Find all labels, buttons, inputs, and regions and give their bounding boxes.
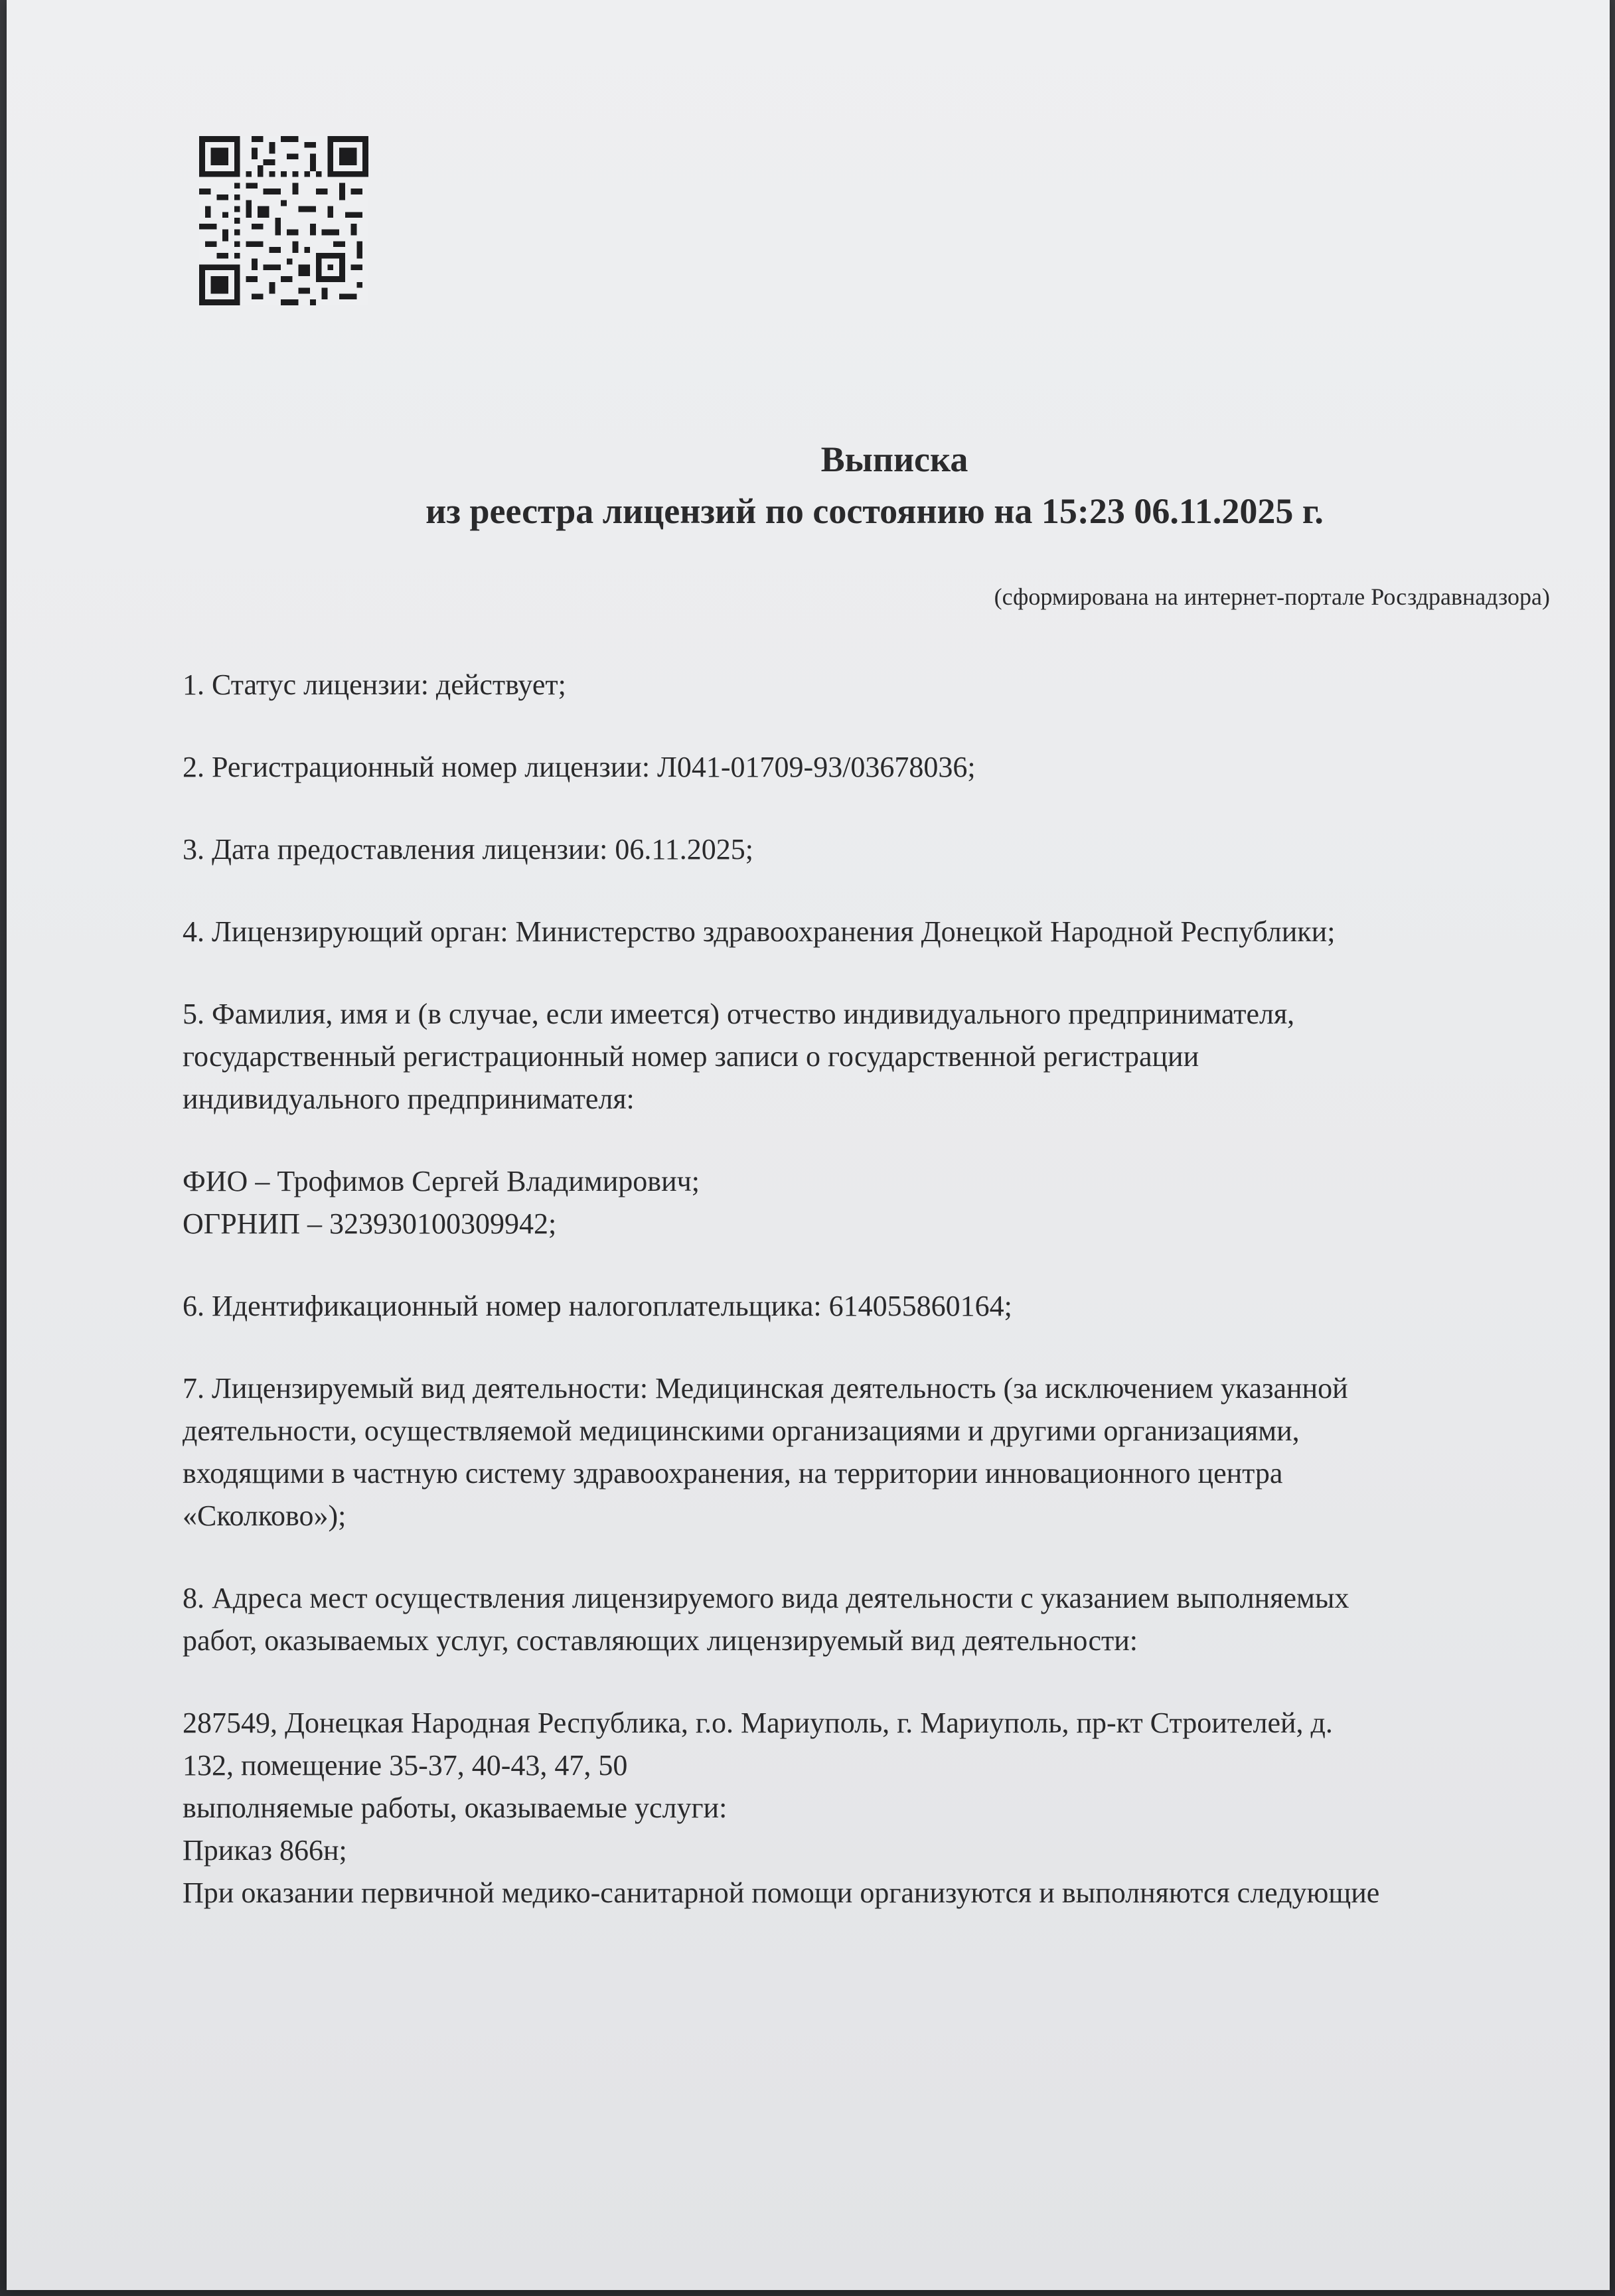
addresses-heading-line-2: работ, оказываемых услуг, составляющих лицензируемый вид деятельности: [183, 1624, 1138, 1657]
document-title: Выписка [820, 439, 968, 479]
works-label: выполняемые работы, оказываемые услуги: [183, 1792, 728, 1824]
document-body [183, 664, 1543, 1914]
qr-code [199, 136, 368, 305]
source-note: (сформирована на интернет-портале Росздравнадзора) [994, 583, 1550, 610]
license-reg-number: 2. Регистрационный номер лицензии: Л041-01709-93/03678036; [183, 751, 976, 783]
licensing-authority: 4. Лицензирующий орган: Министерство здравоохранения Донецкой Народной Республики; [183, 915, 1336, 948]
entrepreneur-heading-line-3: индивидуального предпринимателя: [183, 1083, 635, 1115]
address-line-2: 132, помещение 35-37, 40-43, 47, 50 [183, 1749, 628, 1782]
entrepreneur-ogrnip: ОГРНИП – 323930100309942; [183, 1207, 557, 1240]
address-line-1: 287549, Донецкая Народная Республика, г.о. Мариуполь, г. Мариуполь, пр-кт Строителей, д. [183, 1707, 1333, 1739]
entrepreneur-heading-line-1: 5. Фамилия, имя и (в случае, если имеется) отчество индивидуального предпринимателя, [183, 998, 1295, 1030]
addresses-heading-line-1: 8. Адреса мест осуществления лицензируемого вида деятельности с указанием выполняемых [183, 1582, 1349, 1614]
license-date: 3. Дата предоставления лицензии: 06.11.2025; [183, 833, 753, 866]
taxpayer-inn: 6. Идентификационный номер налогоплательщика: 614055860164; [183, 1290, 1012, 1322]
activity-line-3: входящими в частную систему здравоохранения, на территории инновационного центра [183, 1457, 1283, 1490]
entrepreneur-fio: ФИО – Трофимов Сергей Владимирович; [183, 1165, 700, 1197]
primary-care-line: При оказании первичной медико-санитарной помощи организуются и выполняются следующие [183, 1876, 1380, 1909]
document-page [7, 0, 1610, 2290]
order-reference: Приказ 866н; [183, 1834, 347, 1867]
license-status: 1. Статус лицензии: действует; [183, 668, 566, 701]
entrepreneur-heading-line-2: государственный регистрационный номер записи о государственной регистрации [183, 1040, 1199, 1073]
document-subtitle: из реестра лицензий по состоянию на 15:23 06.11.2025 г. [425, 491, 1324, 531]
activity-line-1: 7. Лицензируемый вид деятельности: Медицинская деятельность (за исключением указанной [183, 1372, 1348, 1405]
activity-line-2: деятельности, осуществляемой медицинскими организациями и другими организациями, [183, 1415, 1300, 1447]
activity-line-4: «Сколково»); [183, 1499, 346, 1532]
